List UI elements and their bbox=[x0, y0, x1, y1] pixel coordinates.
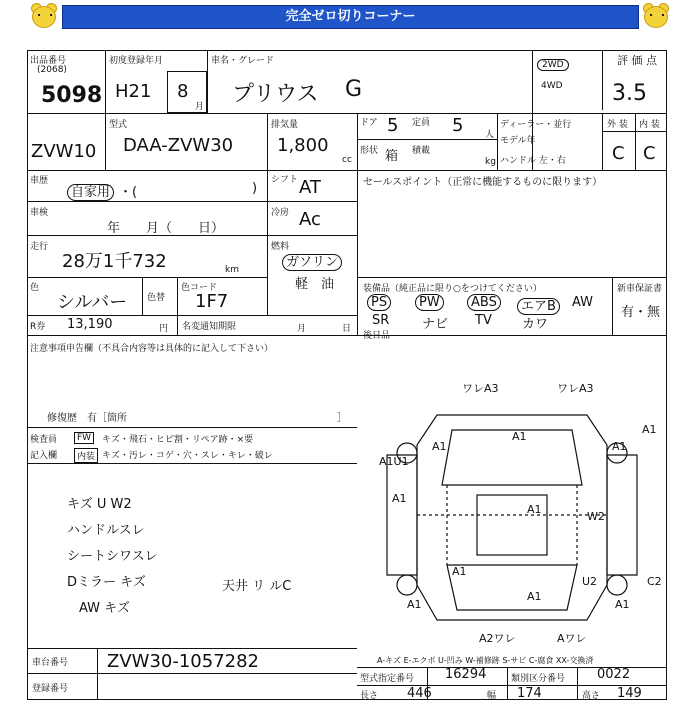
name-change-day: 日 bbox=[342, 324, 352, 334]
length-value: 446 bbox=[407, 686, 432, 701]
top-bar bbox=[0, 0, 700, 30]
entry-label: 記入欄 bbox=[30, 451, 58, 461]
diag-label-9: A1 bbox=[527, 503, 542, 516]
first-reg-label: 初度登録年月 bbox=[109, 56, 164, 66]
fw-items: キズ・飛石・ヒビ割・リペア跡・×要 bbox=[102, 435, 254, 445]
capacity-label: 定員 bbox=[412, 118, 431, 128]
first-reg-month: 8 bbox=[177, 81, 189, 102]
chassis-label: 車台番号 bbox=[32, 658, 69, 668]
color-value: シルバー bbox=[57, 292, 128, 313]
note-line-1: キズ U W2 bbox=[67, 497, 132, 512]
color-change-label: 色替 bbox=[147, 293, 166, 303]
note-side: 天井 リ ルC bbox=[222, 579, 292, 594]
note-line-3: シートシワスレ bbox=[67, 549, 158, 564]
lot-sub: (2068) bbox=[37, 65, 67, 75]
note-line-2: ハンドルスレ bbox=[67, 523, 145, 538]
equip-tv: TV bbox=[475, 313, 492, 328]
door-value: 5 bbox=[387, 115, 399, 136]
equip-navi: ナビ bbox=[422, 317, 449, 332]
model-year-label: モデル年 bbox=[500, 136, 536, 146]
ticket-unit: 円 bbox=[159, 324, 169, 334]
diag-label-16: A1 bbox=[615, 598, 630, 611]
lot-number: 5098 bbox=[41, 83, 103, 108]
shape-value: 箱 bbox=[385, 149, 399, 164]
repair-close: ］ bbox=[337, 413, 347, 424]
diag-label-5: A1 bbox=[612, 440, 627, 453]
diag-label-7: A1U1 bbox=[379, 455, 409, 468]
body-value: 自家用 bbox=[67, 184, 114, 201]
banner-title: 完全ゼロ切りコーナー bbox=[62, 5, 639, 29]
displacement-unit: cc bbox=[342, 155, 352, 165]
interior-items-label: 内装 bbox=[74, 448, 98, 463]
model-name: プリウス bbox=[232, 82, 319, 107]
warranty-value: 有・無 bbox=[621, 305, 661, 320]
exterior-value: C bbox=[612, 143, 625, 164]
interior-value: C bbox=[643, 143, 656, 164]
diag-label-14: A1 bbox=[527, 590, 542, 603]
diag-label-4: A1 bbox=[432, 440, 447, 453]
shift-value: AT bbox=[299, 177, 321, 198]
capacity-value: 5 bbox=[452, 115, 464, 136]
score: 3.5 bbox=[612, 81, 647, 106]
diag-label-12: U2 bbox=[582, 575, 598, 588]
inspector-label: 検査員 bbox=[30, 435, 58, 445]
diag-label-10: W2 bbox=[587, 510, 605, 523]
dealer-label: ディーラー・並行 bbox=[500, 120, 572, 130]
interior-label: 内 装 bbox=[639, 120, 660, 130]
height-label: 高さ bbox=[582, 691, 601, 701]
auction-sheet bbox=[27, 45, 667, 700]
new-warranty-label: 新車保証書 bbox=[617, 284, 663, 294]
color-code-label: 色コード bbox=[181, 283, 218, 293]
mileage-unit: km bbox=[225, 265, 239, 275]
mascot-bear-icon-right bbox=[640, 2, 670, 30]
handwritten-code: ZVW10 bbox=[31, 141, 97, 162]
mileage-value: 28万1千732 bbox=[62, 251, 167, 272]
first-reg-month-unit: 月 bbox=[195, 102, 205, 112]
length-label: 長さ bbox=[360, 691, 379, 701]
diag-label-8: A1 bbox=[392, 492, 407, 505]
ticket-value: 13,190 bbox=[67, 317, 113, 332]
diag-label-17: A2ワレ bbox=[479, 632, 516, 645]
note-line-5: AW キズ bbox=[79, 601, 130, 616]
width-value: 174 bbox=[517, 686, 542, 701]
category-label: 類別区分番号 bbox=[511, 674, 566, 684]
first-reg-era: H21 bbox=[115, 81, 152, 102]
shape-label: 形状 bbox=[360, 146, 379, 156]
equip-airbag: エアB bbox=[517, 298, 560, 315]
model-grade-label: 車名・グレード bbox=[211, 56, 275, 66]
width-label: 幅 bbox=[487, 691, 497, 701]
rear-seat-label: 後日品 bbox=[363, 331, 391, 341]
shift-label: シフト bbox=[271, 175, 299, 185]
equip-abs: ABS bbox=[467, 294, 501, 311]
fuel-label: 燃料 bbox=[271, 242, 290, 252]
equip-sr: SR bbox=[372, 313, 390, 328]
score-label: 評 価 点 bbox=[617, 54, 657, 67]
lot-label: 出品番号 bbox=[30, 56, 67, 66]
equip-ps: PS bbox=[367, 294, 391, 311]
diag-label-2: ワレA3 bbox=[557, 382, 594, 395]
interior-items: キズ・汚レ・コゲ・穴・スレ・キレ・破レ bbox=[102, 451, 273, 461]
diag-label-1: ワレA3 bbox=[462, 382, 499, 395]
note-line-4: Dミラー キズ bbox=[67, 575, 146, 590]
drive-4wd: 4WD bbox=[541, 81, 563, 91]
chassis-value: ZVW30-1057282 bbox=[107, 651, 260, 672]
diag-label-13: C2 bbox=[647, 575, 662, 588]
damage-legend: A-キズ E-エクボ U-凹み W-補修跡 S-サビ C-腐食 XX-交換済 bbox=[377, 656, 594, 665]
type-designation-value: 16294 bbox=[445, 667, 487, 682]
diag-label-15: A1 bbox=[407, 598, 422, 611]
load-label: 積載 bbox=[412, 146, 431, 156]
handle-label: ハンドル 左・右 bbox=[500, 156, 566, 166]
type-designation-label: 型式指定番号 bbox=[360, 674, 415, 684]
ac-value: Ac bbox=[299, 209, 321, 230]
notes-label: 注意事項申告欄（不具合内容等は具体的に記入して下さい） bbox=[30, 344, 274, 354]
grade: G bbox=[345, 77, 363, 102]
sales-point-label: セールスポイント（正常に機能するものに限ります） bbox=[363, 177, 603, 188]
name-change-month: 月 bbox=[297, 324, 307, 334]
displacement-value: 1,800 bbox=[277, 135, 329, 156]
ac-label: 冷房 bbox=[271, 208, 290, 218]
displacement-label: 排気量 bbox=[271, 120, 299, 130]
mascot-bear-icon bbox=[28, 2, 58, 30]
color-code-value: 1F7 bbox=[195, 291, 229, 312]
load-unit: kg bbox=[485, 157, 496, 167]
capacity-unit: 人 bbox=[485, 130, 495, 140]
diag-label-6: A1 bbox=[642, 423, 657, 436]
category-value: 0022 bbox=[597, 667, 631, 682]
height-value: 149 bbox=[617, 686, 642, 701]
fw-label: FW bbox=[74, 432, 94, 444]
inspection-label: 車検 bbox=[30, 208, 49, 218]
body-suffix: ・( bbox=[119, 185, 138, 200]
diag-label-3: A1 bbox=[512, 430, 527, 443]
repair-label: 修復歴 有［箇所 bbox=[47, 413, 127, 424]
diag-label-11: A1 bbox=[452, 565, 467, 578]
color-label: 色 bbox=[30, 283, 40, 293]
equipment-label: 装備品（純正品に限り○をつけてください） bbox=[363, 284, 542, 294]
ticket-label: R券 bbox=[30, 322, 46, 332]
diag-label-18: Aワレ bbox=[557, 632, 587, 645]
body-suffix-close: ) bbox=[252, 181, 258, 196]
fuel-light: 軽 油 bbox=[295, 277, 335, 292]
door-label: ドア bbox=[360, 118, 378, 128]
inspection-text: 年 月（ 日） bbox=[107, 221, 225, 236]
exterior-label: 外 装 bbox=[607, 120, 628, 130]
name-change-label: 名変通知期限 bbox=[182, 322, 237, 332]
equip-aw: AW bbox=[572, 295, 594, 310]
mileage-label: 走行 bbox=[30, 242, 49, 252]
body-label: 車歴 bbox=[30, 176, 49, 186]
type-label: 型式 bbox=[109, 120, 128, 130]
type-value: DAA-ZVW30 bbox=[123, 135, 234, 156]
reg-label: 登録番号 bbox=[32, 684, 69, 694]
drive-2wd: 2WD bbox=[537, 59, 569, 71]
equip-pw: PW bbox=[415, 294, 444, 311]
equip-leather: カワ bbox=[522, 317, 549, 332]
fuel-value: ガソリン bbox=[282, 254, 342, 271]
